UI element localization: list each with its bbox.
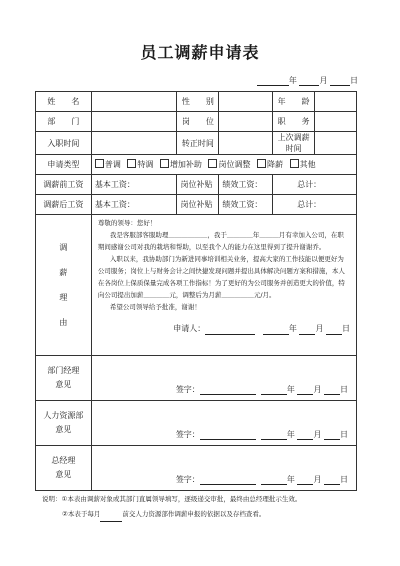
- reason-paragraph: 希望公司领导给予批准，谢谢！: [109, 303, 201, 311]
- before-salary-label: 调薪前工资: [36, 175, 92, 195]
- checkbox[interactable]: [290, 159, 299, 168]
- reason-greeting: 尊敬的领导：您好！: [97, 219, 157, 227]
- type-option[interactable]: 降薪: [257, 160, 283, 169]
- note-1: 说明：①本表由调薪对象或其部门直属领导填写，逐级递交审批，最终由总经理批示生效。: [42, 495, 302, 503]
- dept-field[interactable]: [91, 112, 177, 132]
- before-total[interactable]: 总计：: [273, 175, 357, 195]
- checkbox[interactable]: [127, 159, 136, 168]
- table-row: [36, 195, 357, 215]
- table-row: [36, 401, 357, 446]
- table-row: [36, 215, 357, 356]
- join-time-label: 入职时间: [36, 132, 92, 155]
- regular-time-label: 转正时间: [177, 132, 219, 155]
- post-label: 岗 位: [177, 112, 219, 132]
- before-base[interactable]: 基本工资：: [91, 175, 177, 195]
- checkbox[interactable]: [160, 159, 169, 168]
- type-option[interactable]: 其他: [290, 160, 316, 169]
- gm-label: 总经理 意见: [36, 446, 92, 491]
- table-row: [36, 92, 357, 112]
- type-options: [91, 155, 356, 175]
- hr-opinion[interactable]: [91, 401, 356, 446]
- dept-manager-opinion[interactable]: [91, 356, 356, 401]
- table-row: [36, 446, 357, 491]
- form-date: 年 月 日: [257, 75, 358, 86]
- last-adjust-field[interactable]: [315, 132, 357, 155]
- signature-line: 签字： 年 月 日: [175, 475, 348, 484]
- type-label: 申请类型: [36, 155, 92, 175]
- last-adjust-label: 上次调薪时间: [273, 132, 315, 155]
- after-salary-label: 调薪后工资: [36, 195, 92, 215]
- join-time-field[interactable]: [91, 132, 177, 155]
- name-field[interactable]: [91, 92, 177, 112]
- salary-form-table: [35, 91, 357, 491]
- hr-label: 人力资源部 意见: [36, 401, 92, 446]
- dept-manager-label: 部门经理 意见: [36, 356, 92, 401]
- note-2: ②本表于每月 前交人力资源部作调薪申报的依据以及存档查看。: [42, 507, 301, 522]
- reason-paragraph: 我是客服部客服助理＿＿＿＿＿＿，我于＿＿＿＿年＿＿＿月有幸加入公司，在职期间感谢公司对我的栽培和帮助，以至我个人的能力在这里得到了提升谢谢乔。: [97, 231, 344, 251]
- reason-label: 调 薪 理 由: [36, 215, 92, 356]
- reason-paragraph: 入职以来，我协助部门为新进同事培训相关业务，提高大家的工作技能以便更好为公司服务；岗位上与财务会计之间快捷发现问题并提出具体解决问题方案和措施，本人在各岗位上保质保量完成各项工作指标！为了更好的为公司服务并创造更大的价值，特向公司提出加薪＿＿＿＿元，调整后为月薪＿＿＿＿＿元/月。: [97, 255, 345, 299]
- dept-label: 部 门: [36, 112, 92, 132]
- table-row: [36, 175, 357, 195]
- type-option[interactable]: 岗位调整: [208, 160, 250, 169]
- after-base[interactable]: 基本工资：: [91, 195, 177, 215]
- type-option[interactable]: 普调: [95, 160, 121, 169]
- reason-text[interactable]: [91, 215, 356, 356]
- after-perf[interactable]: 绩效工资：: [219, 195, 273, 215]
- checkbox[interactable]: [208, 159, 217, 168]
- signature-line: 签字： 年 月 日: [175, 430, 348, 439]
- table-row: [36, 155, 357, 175]
- form-title: 员工调薪申请表: [140, 43, 260, 62]
- table-row: [36, 132, 357, 155]
- rank-field[interactable]: [315, 112, 357, 132]
- form-notes: [42, 492, 301, 522]
- before-allow[interactable]: 岗位补贴: [177, 175, 219, 195]
- regular-time-field[interactable]: [219, 132, 273, 155]
- applicant-sign: 申请人： 年 月 日: [173, 324, 350, 333]
- gm-opinion[interactable]: [91, 446, 356, 491]
- after-allow[interactable]: 岗位补贴: [177, 195, 219, 215]
- age-field[interactable]: [315, 92, 357, 112]
- age-label: 年 龄: [273, 92, 315, 112]
- type-option[interactable]: 特调: [127, 160, 153, 169]
- gender-label: 性 别: [177, 92, 219, 112]
- before-perf[interactable]: 绩效工资：: [219, 175, 273, 195]
- checkbox[interactable]: [95, 159, 104, 168]
- checkbox[interactable]: [257, 159, 266, 168]
- after-total[interactable]: 总计：: [273, 195, 357, 215]
- signature-line: 签字： 年 月 日: [175, 385, 348, 394]
- table-row: [36, 356, 357, 401]
- post-field[interactable]: [219, 112, 273, 132]
- gender-field[interactable]: [219, 92, 273, 112]
- table-row: [36, 112, 357, 132]
- type-option[interactable]: 增加补助: [160, 160, 202, 169]
- rank-label: 职 务: [273, 112, 315, 132]
- name-label: 姓 名: [36, 92, 92, 112]
